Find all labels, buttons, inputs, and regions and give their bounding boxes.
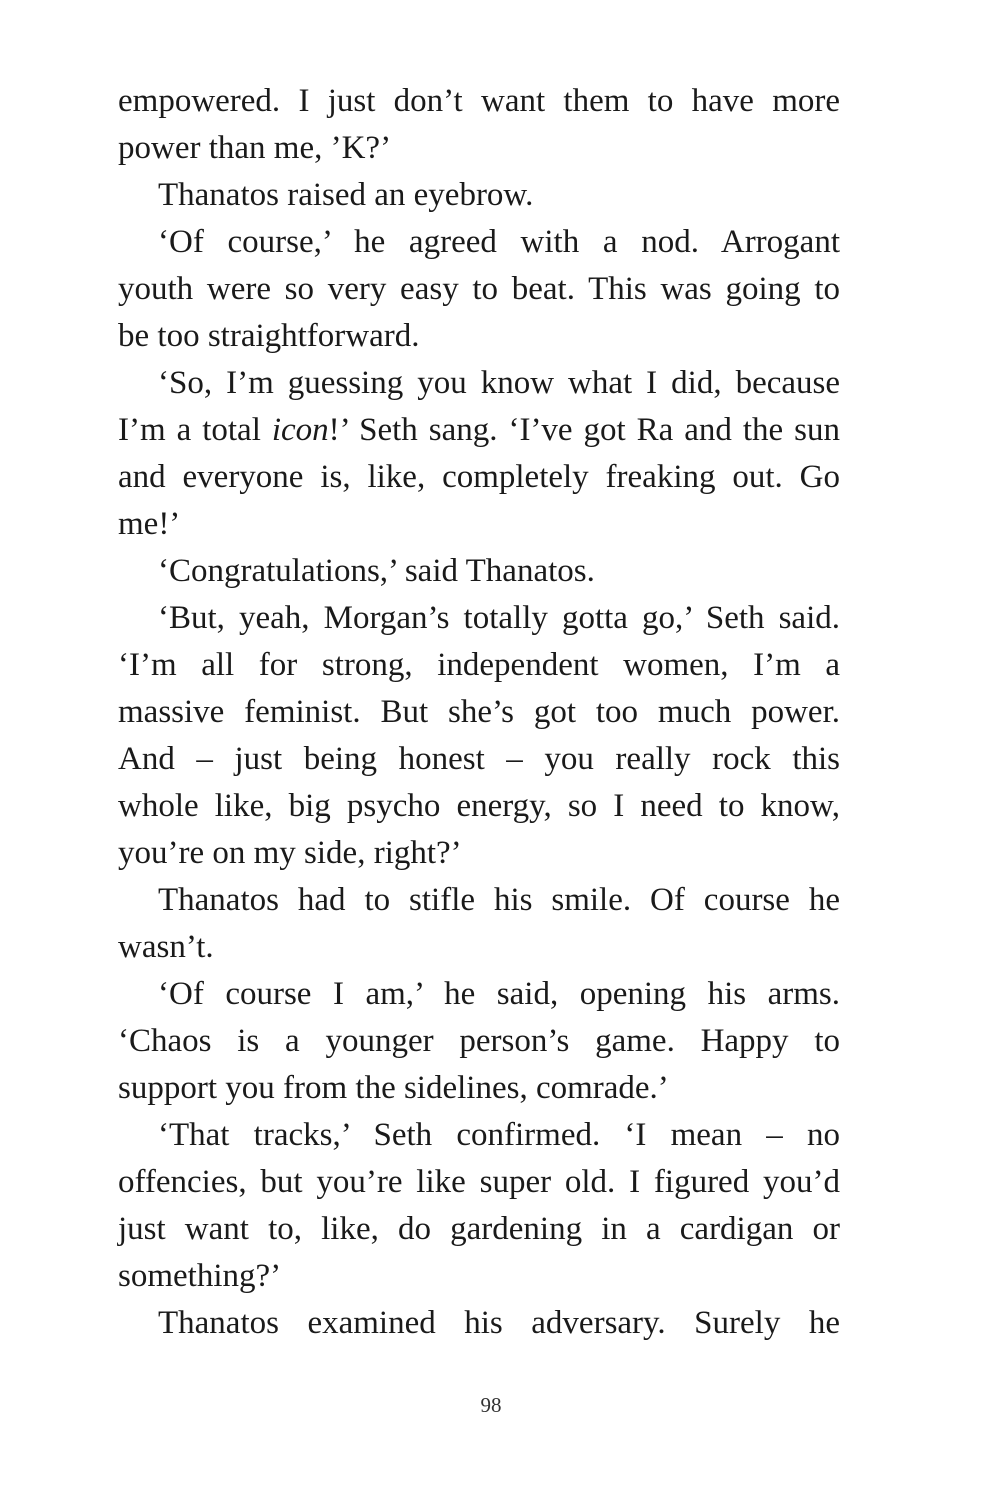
text-line: And – just being honest – you really rock this <box>118 741 840 777</box>
text-line: ‘Of course I am,’ he said, opening his arms. <box>158 976 840 1012</box>
text-line: something?’ <box>118 1258 282 1294</box>
text-line: massive feminist. But she’s got too much power. <box>118 694 840 730</box>
text-line: you’re on my side, right?’ <box>118 835 462 871</box>
text-line-part: !’ Seth sang. ‘I’ve got Ra and the sun <box>328 412 840 448</box>
text-line: ‘But, yeah, Morgan’s totally gotta go,’ Seth said. <box>158 600 840 636</box>
text-line: empowered. I just don’t want them to have more <box>118 83 840 119</box>
text-line: whole like, big psycho energy, so I need to know, <box>118 788 840 824</box>
text-line: ‘I’m all for strong, independent women, I’m a <box>118 647 840 683</box>
text-line: be too straightforward. <box>118 318 420 354</box>
text-line: Thanatos raised an eyebrow. <box>158 177 534 213</box>
text-line: ‘Chaos is a younger person’s game. Happy to <box>118 1023 840 1059</box>
text-line: and everyone is, like, completely freaking out. Go <box>118 459 840 495</box>
text-line: offencies, but you’re like super old. I figured you’d <box>118 1164 840 1200</box>
text-line: ‘That tracks,’ Seth confirmed. ‘I mean – no <box>158 1117 840 1153</box>
text-line: support you from the sidelines, comrade.’ <box>118 1070 669 1106</box>
text-line: ‘So, I’m guessing you know what I did, because <box>158 365 840 401</box>
text-line: youth were so very easy to beat. This was going to <box>118 271 840 307</box>
page-number: 98 <box>480 1393 502 1417</box>
text-line: ‘Congratulations,’ said Thanatos. <box>158 553 595 589</box>
text-line: wasn’t. <box>118 929 214 965</box>
text-line: Thanatos examined his adversary. Surely he <box>158 1305 840 1341</box>
book-page-text <box>118 78 840 1347</box>
text-line: just want to, like, do gardening in a cardigan or <box>118 1211 840 1247</box>
emphasized-word: icon <box>271 412 329 448</box>
text-line-part: I’m a total <box>118 412 272 448</box>
text-line: me!’ <box>118 506 181 542</box>
text-line: power than me, ’K?’ <box>118 130 392 166</box>
text-line: ‘Of course,’ he agreed with a nod. Arrogant <box>158 224 840 260</box>
text-line: Thanatos had to stifle his smile. Of course he <box>158 882 840 918</box>
text-line-with-italic <box>118 407 840 454</box>
